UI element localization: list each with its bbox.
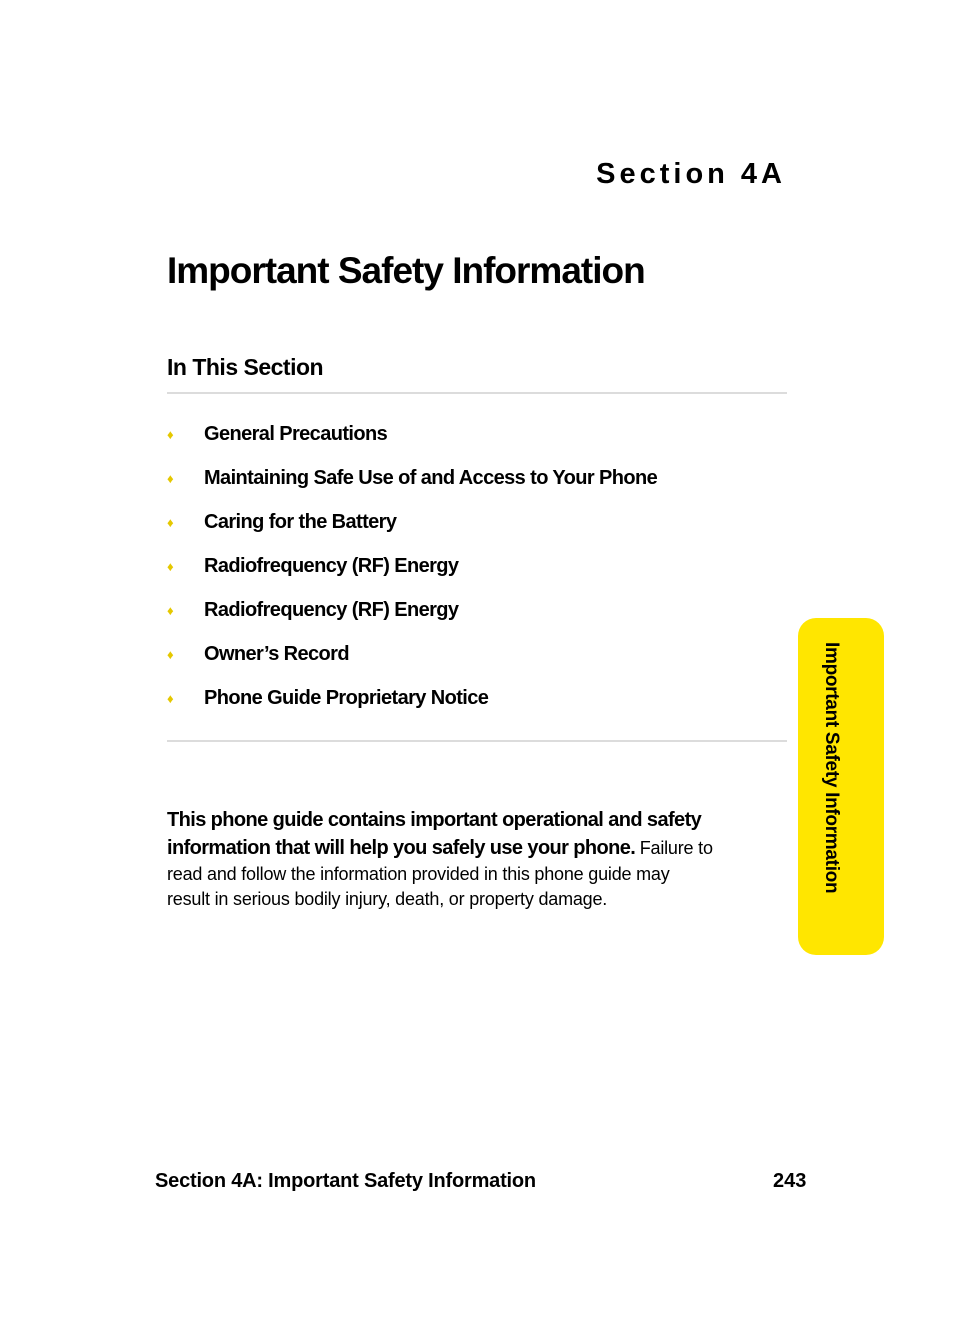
- intro-normal-tail: Failure to: [639, 838, 713, 858]
- toc-item-label: Owner’s Record: [204, 643, 349, 665]
- diamond-bullet-icon: ♦: [167, 559, 174, 574]
- toc-item-label: Maintaining Safe Use of and Access to Your Phone: [204, 467, 658, 489]
- footer-page-number: 243: [773, 1170, 807, 1192]
- toc-item-rf-energy-2[interactable]: [167, 596, 657, 640]
- side-thumb-tab-label: Important Safety Information: [821, 642, 842, 894]
- toc-item-label: Phone Guide Proprietary Notice: [204, 687, 489, 709]
- section-label: Section 4A: [596, 158, 786, 190]
- intro-normal-line-3: read and follow the information provided in this phone guide may: [167, 864, 670, 884]
- page-title: Important Safety Information: [167, 250, 645, 291]
- toc-top-divider: [167, 392, 787, 394]
- diamond-bullet-icon: ♦: [167, 515, 174, 530]
- intro-line-2: [167, 834, 767, 862]
- diamond-bullet-icon: ♦: [167, 691, 174, 706]
- toc-item-label: Radiofrequency (RF) Energy: [204, 555, 459, 577]
- toc-item-rf-energy[interactable]: [167, 552, 657, 596]
- toc-bottom-divider: [167, 740, 787, 742]
- diamond-bullet-icon: ♦: [167, 603, 174, 618]
- toc-item-general-precautions[interactable]: [167, 420, 657, 464]
- toc-item-label: Caring for the Battery: [204, 511, 397, 533]
- intro-paragraph: [167, 806, 767, 912]
- intro-bold-line-2: information that will help you safely use your phone.: [167, 837, 636, 859]
- footer-section-title: Section 4A: Important Safety Information: [155, 1170, 536, 1192]
- toc-item-owners-record[interactable]: [167, 640, 657, 684]
- intro-normal-line-4: result in serious bodily injury, death, or property damage.: [167, 889, 608, 909]
- diamond-bullet-icon: ♦: [167, 647, 174, 662]
- toc-item-proprietary-notice[interactable]: [167, 684, 657, 728]
- diamond-bullet-icon: ♦: [167, 471, 174, 486]
- toc-item-label: Radiofrequency (RF) Energy: [204, 599, 459, 621]
- toc-list: [167, 420, 657, 728]
- toc-item-caring-for-battery[interactable]: [167, 508, 657, 552]
- toc-item-label: General Precautions: [204, 423, 388, 445]
- toc-item-maintaining-safe-use[interactable]: [167, 464, 657, 508]
- toc-heading: In This Section: [167, 354, 324, 380]
- intro-bold-line-1: This phone guide contains important operational and safety: [167, 809, 702, 831]
- diamond-bullet-icon: ♦: [167, 427, 174, 442]
